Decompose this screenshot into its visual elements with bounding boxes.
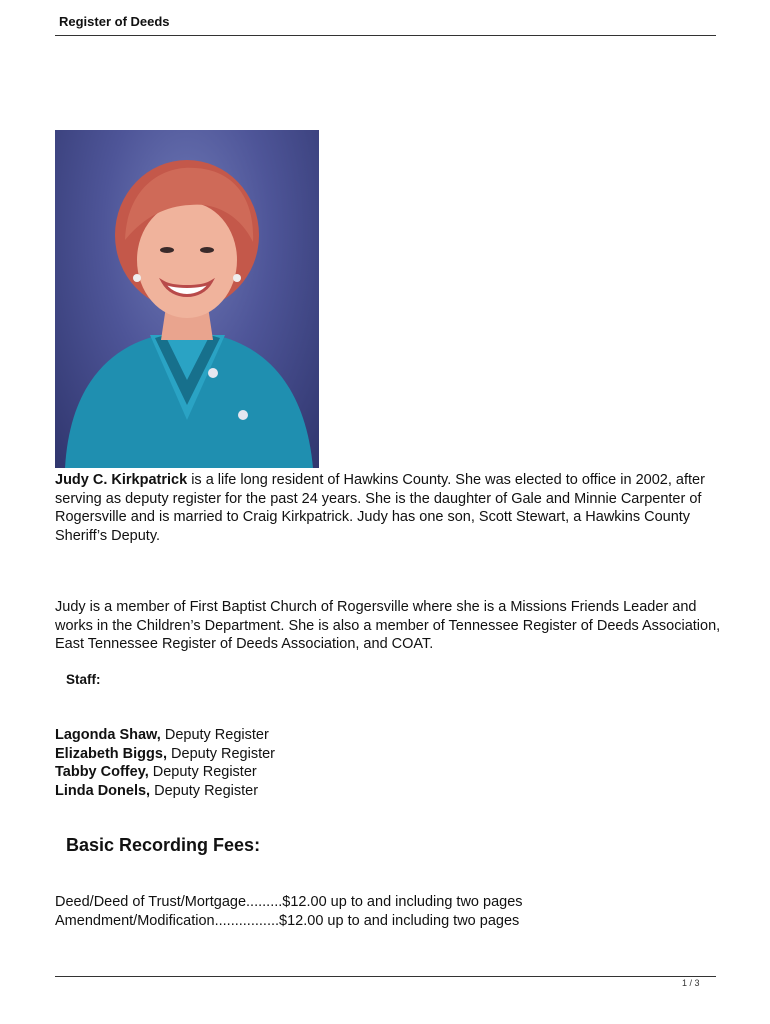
staff-list xyxy=(55,726,275,800)
staff-heading: Staff: xyxy=(66,672,101,687)
staff-member-role: Deputy Register xyxy=(148,764,257,780)
fee-line: Deed/Deed of Trust/Mortgage.........$12.00 up to and including two pages xyxy=(55,894,523,910)
footer-divider xyxy=(55,976,716,977)
staff-member xyxy=(55,782,275,801)
staff-member xyxy=(55,763,275,782)
bio-paragraph-1 xyxy=(55,471,725,545)
staff-member-name: Tabby Coffey, xyxy=(55,764,149,780)
fees-heading: Basic Recording Fees: xyxy=(66,835,261,855)
portrait-illustration xyxy=(55,130,319,468)
page-number: 1 / 3 xyxy=(682,978,700,988)
staff-member-role: Deputy Register xyxy=(167,745,275,762)
portrait-photo xyxy=(55,130,319,468)
fees-list xyxy=(55,893,523,930)
staff-member-name: Lagonda Shaw, xyxy=(55,727,161,743)
staff-member xyxy=(55,745,275,764)
bio-paragraph-2: Judy is a member of First Baptist Church of Rogersville where she is a Missions Friends Leader and works in the Children’s Department. She is also a member of Tennessee Register of Deeds Association, East Tennessee Register of Deeds Association, and COAT. xyxy=(55,599,721,652)
staff-member-name: Linda Donels, xyxy=(55,782,151,799)
fee-line: Amendment/Modification................$12.00 up to and including two pages xyxy=(55,912,520,929)
staff-member-name: Elizabeth Biggs, xyxy=(55,745,167,762)
staff-member-role: Deputy Register xyxy=(160,727,269,743)
header-divider xyxy=(55,35,716,36)
bio-name: Judy C. Kirkpatrick xyxy=(55,472,188,488)
page-header-title: Register of Deeds xyxy=(59,14,170,29)
staff-member-role: Deputy Register xyxy=(150,782,259,799)
bio-paragraph-1-text: is a life long resident of Hawkins County. She was elected to office in 2002, after serving as deputy register for the past 24 years. She is the daughter of Gale and Minnie Carpenter of Rogersville and is married to Craig Kirkpatrick. Judy has one son, Scott Stewart, a Hawkins County Sheriff’s Deputy. xyxy=(55,472,705,544)
staff-member xyxy=(55,726,275,745)
